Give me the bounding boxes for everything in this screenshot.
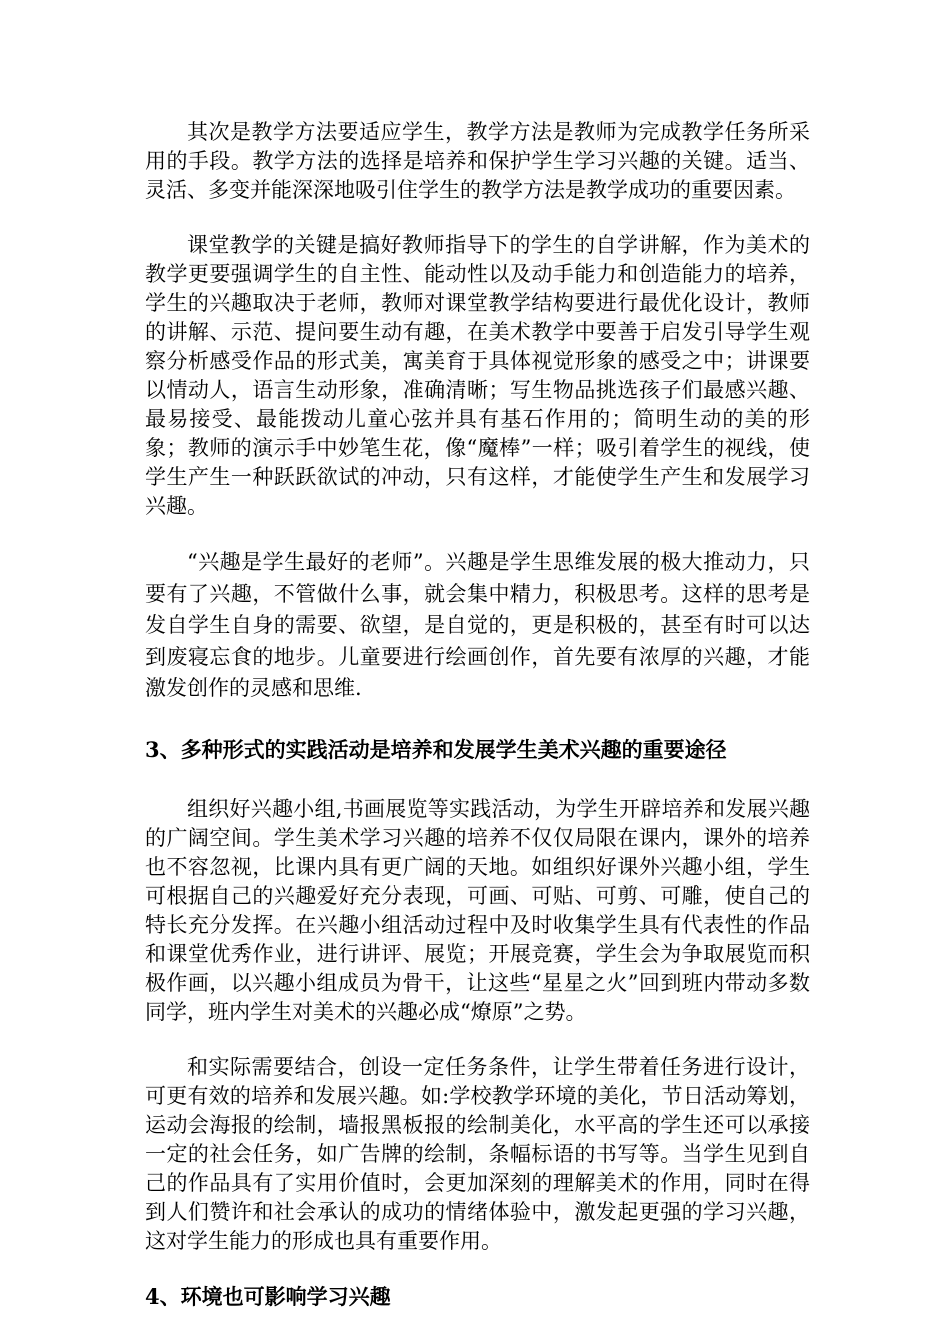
paragraph-interest-groups: 组织好兴趣小组,书画展览等实践活动，为学生开辟培养和发展兴趣的广阔空间。学生美术学习兴趣的培养不仅仅局限在课内，课外的培养也不容忽视，比课内具有更广阔的天地。如组织好课外兴趣小组，学生可根据自己的兴趣爱好充分表现，可画、可贴、可剪、可雕，使自己的特长充分发挥。在兴趣小组活动过程中及时收集学生具有代表性的作品和课堂优秀作业，进行讲评、展览；开展竞赛，学生会为争取展览而积极作画，以兴趣小组成员为骨干，让这些“星星之火”回到班内带动多数同学，班内学生对美术的兴趣必成“燎原”之势。 — [145, 796, 810, 1024]
paragraph-teaching-methods: 其次是教学方法要适应学生，教学方法是教师为完成教学任务所采用的手段。教学方法的选择是培养和保护学生学习兴趣的关键。适当、灵活、多变并能深深地吸引住学生的教学方法是教学成功的重要因素。 — [145, 120, 810, 202]
paragraph-interest-best-teacher: “兴趣是学生最好的老师”。兴趣是学生思维发展的极大推动力，只要有了兴趣，不管做什么事，就会集中精力，积极思考。这样的思考是发自学生自身的需要、欲望，是自觉的，更是积极的，甚至有时可以达到废寝忘食的地步。儿童要进行绘画创作，首先要有浓厚的兴趣，才能激发创作的灵感和思维. — [145, 550, 810, 700]
section-heading-4: 4、环境也可影响学习兴趣 — [145, 1283, 391, 1309]
paragraph-practical-tasks: 和实际需要结合，创设一定任务条件，让学生带着任务进行设计，可更有效的培养和发展兴趣。如:学校教学环境的美化，节日活动筹划，运动会海报的绘制，墙报黑板报的绘制美化，水平高的学生还可以承接一定的社会任务，如广告牌的绘制，条幅标语的书写等。当学生见到自己的作品具有了实用价值时，会更加深刻的理解美术的作用，同时在得到人们赞许和社会承认的成功的情绪体验中，激发起更强的学习兴趣，这对学生能力的形成也具有重要作用。 — [145, 1054, 810, 1253]
paragraph-classroom-teaching: 课堂教学的关键是搞好教师指导下的学生的自学讲解，作为美术的教学更要强调学生的自主性、能动性以及动手能力和创造能力的培养，学生的兴趣取决于老师，教师对课堂教学结构要进行最优化设计，教师的讲解、示范、提问要生动有趣，在美术教学中要善于启发引导学生观察分析感受作品的形式美，寓美育于具体视觉形象的感受之中；讲课要以情动人，语言生动形象，准确清晰；写生物品挑选孩子们最感兴趣、最易接受、最能拨动儿童心弦并具有基石作用的；简明生动的美的形象；教师的演示手中妙笔生花，像“魔棒”一样；吸引着学生的视线，使学生产生一种跃跃欲试的冲动，只有这样，才能使学生产生和发展学习兴趣。 — [145, 233, 810, 518]
section-heading-3: 3、多种形式的实践活动是培养和发展学生美术兴趣的重要途径 — [145, 736, 727, 762]
document-page — [145, 118, 810, 1312]
